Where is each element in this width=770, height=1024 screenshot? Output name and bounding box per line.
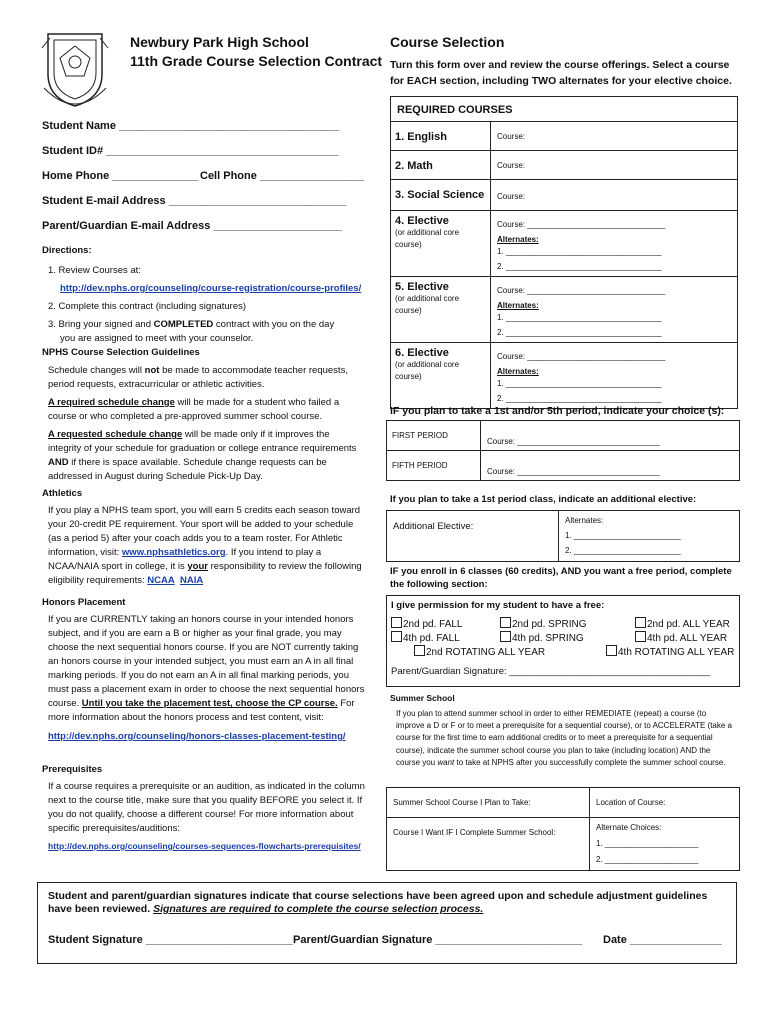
free-period-permission: I give permission for my student to have a free: [391, 600, 605, 611]
free-opt-4allyear[interactable]: 4th pd. ALL YEAR [635, 631, 727, 644]
section-title: Course Selection [390, 34, 505, 50]
direction-step-2: 2. Complete this contract (including signatures) [48, 301, 247, 312]
athletics-text: If you play a NPHS team sport, you will earn 5 credits each season toward your 20-credit PE requirement. Your sport will be added to your schedule (as a period 5) after your coach adds you to a team roster. For Athletic information, visit: www.nphsathletics.org. If you intend to play a NCAA/NAIA sport in college, it is your responsibility to review the following eligibility requirements: NCAA NAIA [48, 505, 362, 586]
home-phone-field[interactable]: Home Phone ______________ [42, 170, 198, 182]
summer-location-input[interactable]: Location of Course: [590, 788, 740, 818]
elective-6-name: 6. Elective (or additional core course) [391, 343, 491, 409]
athletics-link[interactable]: www.nphsathletics.org [121, 547, 226, 558]
free-opt-2rotating[interactable]: 2nd ROTATING ALL YEAR [414, 645, 545, 658]
student-id-field[interactable]: Student ID# ______________________________________ [42, 145, 339, 157]
periods-table [386, 420, 740, 481]
first-period-label: FIRST PERIOD [387, 421, 481, 451]
free-opt-2fall[interactable]: 2nd pd. FALL [391, 617, 463, 630]
fifth-period-label: FIFTH PERIOD [387, 451, 481, 481]
directions-title: Directions: [42, 245, 92, 256]
checkbox[interactable] [391, 631, 402, 642]
elective-5-name: 5. Elective (or additional core course) [391, 277, 491, 343]
checkbox[interactable] [635, 617, 646, 628]
free-period-signature[interactable]: Parent/Guardian Signature: ______________________________________ [391, 666, 711, 677]
required-course-3-name: 3. Social Science [391, 180, 491, 211]
required-course-2-name: 2. Math [391, 151, 491, 180]
date-field[interactable]: Date _______________ [603, 934, 722, 946]
prereq-section [42, 763, 368, 854]
free-opt-2allyear[interactable]: 2nd pd. ALL YEAR [635, 617, 730, 630]
required-header: REQUIRED COURSES [391, 97, 738, 122]
guidelines-section [42, 346, 362, 484]
first-elective-table [386, 510, 740, 562]
course-profiles-link[interactable]: http://dev.nphs.org/counseling/course-registration/course-profiles/ [60, 283, 362, 294]
elective-6-input[interactable]: Course: _______________________________ Alternates: 1. ___________________________________ 2. ___________________________________ [491, 343, 738, 409]
directions-section [42, 244, 362, 346]
honors-title: Honors Placement [42, 597, 126, 608]
student-name-field[interactable]: Student Name ____________________________________ [42, 120, 340, 132]
summer-title: Summer School [390, 693, 455, 703]
honors-link[interactable]: http://dev.nphs.org/counseling/honors-classes-placement-testing/ [48, 731, 346, 742]
form-title: 11th Grade Course Selection Contract [130, 53, 383, 69]
guideline-1: Schedule changes will not be made to accommodate teacher requests, period requests, extracurricular or athletic activities. [48, 365, 348, 390]
prereq-text: If a course requires a prerequisite or an audition, as indicated in the column next to the course title, make sure that you qualify BEFORE you select it. If you do not qualify, choose a different course! For more information about specific prerequisites/auditions: [48, 781, 365, 834]
summer-alternates-input[interactable]: Alternate Choices: 1. _____________________ 2. _____________________ [590, 818, 740, 871]
footer-statement: Student and parent/guardian signatures indicate that course selections have been agreed upon and schedule adjustment guidelines have been reviewed. Signatures are required to complete the course selection process. [48, 890, 708, 915]
periods-title: IF you plan to take a 1st and/or 5th period, indicate your choice (s): [390, 405, 725, 417]
parent-email-field[interactable]: Parent/Guardian E-mail Address _____________________ [42, 220, 342, 232]
prereq-link[interactable]: http://dev.nphs.org/counseling/courses-sequences-flowcharts-prerequisites/ [48, 841, 361, 851]
direction-step-3-cont: you are assigned to meet with your counselor. [60, 333, 254, 344]
required-course-1-name: 1. English [391, 122, 491, 151]
direction-step-1: 1. Review Courses at: [48, 265, 141, 276]
school-name: Newbury Park High School [130, 34, 309, 50]
summer-course-input[interactable]: Summer School Course I Plan to Take: [387, 788, 590, 818]
guideline-2: A required schedule change will be made for a student who failed a course or who completed a pre-approved summer school course. [48, 397, 340, 422]
student-email-field[interactable]: Student E-mail Address _____________________________ [42, 195, 347, 207]
parent-signature-field[interactable]: Parent/Guardian Signature ________________________ [293, 934, 583, 946]
guideline-3: A requested schedule change will be made only if it improves the integrity of your schedule for graduation or college entrance requirements AND if there is space available. Schedule change requests can be addressed in August during Schedule Pick-Up Day. [48, 429, 357, 482]
fifth-period-input[interactable]: Course: ________________________________ [481, 451, 740, 481]
summer-table [386, 787, 740, 871]
guidelines-title: NPHS Course Selection Guidelines [42, 347, 200, 358]
free-opt-4fall[interactable]: 4th pd. FALL [391, 631, 460, 644]
elective-4-input[interactable]: Course: _______________________________ Alternates: 1. ___________________________________ 2. ___________________________________ [491, 211, 738, 277]
student-signature-field[interactable]: Student Signature ________________________ [48, 934, 293, 946]
first-period-input[interactable]: Course: ________________________________ [481, 421, 740, 451]
first-elective-alternates[interactable]: Alternates: 1. ________________________ 2. ________________________ [559, 511, 740, 562]
checkbox[interactable] [606, 645, 617, 656]
cell-phone-field[interactable]: Cell Phone _________________ [200, 170, 364, 182]
additional-elective-input[interactable]: Additional Elective: [387, 511, 559, 562]
first-elective-title: If you plan to take a 1st period class, indicate an additional elective: [390, 494, 697, 505]
prereq-title: Prerequisites [42, 764, 103, 775]
checkbox[interactable] [391, 617, 402, 628]
checkbox[interactable] [414, 645, 425, 656]
ncaa-link[interactable]: NCAA [147, 575, 175, 586]
intro-text: Turn this form over and review the course offerings. Select a course for EACH section, including TWO alternates for your elective choice. [390, 59, 732, 87]
required-course-2-input[interactable]: Course: [491, 151, 738, 180]
summer-want-course-input[interactable]: Course I Want IF I Complete Summer School: [387, 818, 590, 871]
free-opt-2spring[interactable]: 2nd pd. SPRING [500, 617, 586, 630]
required-course-1-input[interactable]: Course: [491, 122, 738, 151]
direction-step-3: 3. Bring your signed and COMPLETED contract with you on the day [48, 319, 335, 330]
checkbox[interactable] [635, 631, 646, 642]
free-opt-4spring[interactable]: 4th pd. SPRING [500, 631, 584, 644]
honors-section [42, 596, 368, 744]
summer-text: If you plan to attend summer school in order to either REMEDIATE (repeat) a course (to improve a D or F or to meet a prerequisite for a sequential course), or to ACCELERATE (take a course for the first time to earn additional credits or to meet a prerequisite for a sequential course), indicate the summer school course you plan to take (including location) AND the course you want to take at NPHS after you successfully complete the summer school course. [396, 709, 732, 767]
free-opt-4rotating[interactable]: 4th ROTATING ALL YEAR [606, 645, 734, 658]
athletics-title: Athletics [42, 488, 83, 499]
naia-link[interactable]: NAIA [180, 575, 204, 586]
required-courses-table [390, 96, 738, 409]
honors-text: If you are CURRENTLY taking an honors course in your intended honors subject, and if you are earn a B or higher as your final grade, you may choose the next sequential honors course. If you are NOT currently taking an honors course in your intended subject, you must earn an A in all final marking periods. If you do not earn an A in all final marking periods, you must pass a placement exam in order to choose the next sequential honors course. Until you take the placement test, choose the CP course. For more information about the honors process and test content, visit: [48, 614, 365, 723]
elective-4-name: 4. Elective (or additional core course) [391, 211, 491, 277]
athletics-section [42, 487, 364, 588]
elective-5-input[interactable]: Course: _______________________________ Alternates: 1. ___________________________________ 2. ___________________________________ [491, 277, 738, 343]
school-seal-logo [40, 28, 110, 110]
checkbox[interactable] [500, 617, 511, 628]
free-period-title: IF you enroll in 6 classes (60 credits), AND you want a free period, complete the following section: [390, 566, 732, 590]
required-course-3-input[interactable]: Course: [491, 180, 738, 211]
checkbox[interactable] [500, 631, 511, 642]
